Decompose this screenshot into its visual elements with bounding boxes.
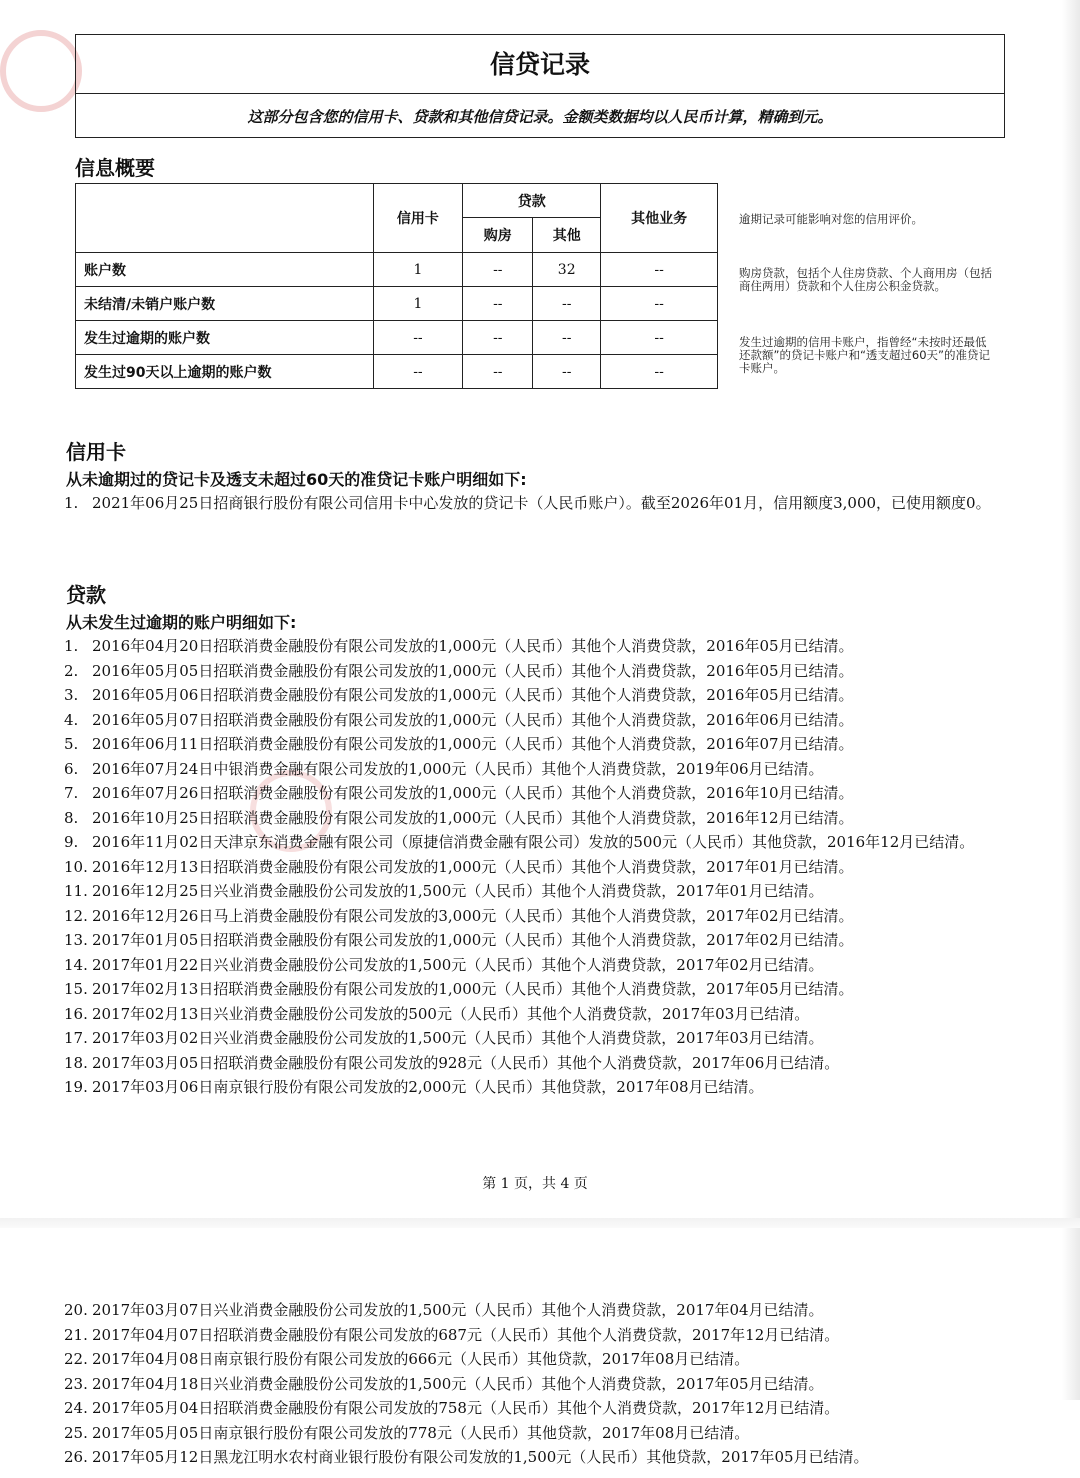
item-index: 1.: [64, 494, 79, 512]
item-text: 2016年12月26日马上消费金融股份有限公司发放的3,000元（人民币）其他个人消费贷款，2017年02月已结清。: [92, 906, 854, 925]
list-item: [64, 977, 1004, 1002]
item-index: 6.: [64, 759, 79, 778]
list-item: [64, 830, 1004, 855]
item-index: 23.: [64, 1374, 88, 1393]
list-item: [64, 855, 1004, 880]
cell: --: [463, 321, 533, 355]
item-text: 2016年05月05日招联消费金融股份有限公司发放的1,000元（人民币）其他个人消费贷款，2016年05月已结清。: [92, 661, 854, 680]
item-index: 21.: [64, 1325, 88, 1344]
item-text: 2016年05月07日招联消费金融股份有限公司发放的1,000元（人民币）其他个人消费贷款，2016年06月已结清。: [92, 710, 854, 729]
cell: --: [373, 355, 463, 389]
table-row: [76, 355, 718, 389]
loans-list: [64, 634, 1004, 1100]
list-item: [64, 634, 1004, 659]
credit-card-list: [64, 491, 1004, 516]
item-index: 15.: [64, 980, 88, 998]
item-text: 2017年04月18日兴业消费金融股份公司发放的1,500元（人民币）其他个人消费贷款，2017年05月已结清。: [92, 1374, 824, 1393]
item-index: 9.: [64, 833, 79, 851]
loans-subtitle: 从未发生过逾期的账户明细如下:: [66, 613, 297, 632]
item-index: 18.: [64, 1053, 88, 1072]
item-index: 14.: [64, 955, 88, 974]
page-separator: [0, 1218, 1080, 1228]
item-index: 20.: [64, 1301, 88, 1319]
list-item: [64, 1372, 1004, 1397]
list-item: [64, 1347, 1004, 1372]
list-item: [64, 953, 1004, 978]
item-text: 2017年01月22日兴业消费金融股份公司发放的1,500元（人民币）其他个人消费贷款，2017年02月已结清。: [92, 955, 824, 974]
list-item: [64, 1026, 1004, 1051]
item-index: 4.: [64, 710, 79, 729]
item-text: 2017年05月04日招联消费金融股份有限公司发放的758元（人民币）其他个人消费贷款，2017年12月已结清。: [92, 1399, 840, 1417]
item-index: 26.: [64, 1448, 88, 1466]
item-text: 2017年03月07日兴业消费金融股份公司发放的1,500元（人民币）其他个人消费贷款，2017年04月已结清。: [92, 1301, 824, 1319]
item-text: 2016年04月20日招联消费金融股份有限公司发放的1,000元（人民币）其他个人消费贷款，2016年05月已结清。: [92, 637, 854, 655]
item-text: 2016年12月13日招联消费金融股份有限公司发放的1,000元（人民币）其他个人消费贷款，2017年01月已结清。: [92, 857, 854, 876]
watermark-seal: [0, 30, 82, 112]
cell: 1: [373, 287, 463, 321]
item-index: 12.: [64, 906, 88, 925]
cell: --: [533, 287, 601, 321]
list-item: [64, 879, 1004, 904]
list-item: [64, 659, 1004, 684]
cell: --: [533, 355, 601, 389]
cell: --: [463, 287, 533, 321]
cell: --: [463, 355, 533, 389]
item-text: 2017年05月05日南京银行股份有限公司发放的778元（人民币）其他贷款，2017年08月已结清。: [92, 1423, 750, 1442]
item-text: 2017年04月07日招联消费金融股份有限公司发放的687元（人民币）其他个人消费贷款，2017年12月已结清。: [92, 1325, 840, 1344]
credit-card-subtitle: 从未逾期过的贷记卡及透支未超过60天的准贷记卡账户明细如下:: [66, 470, 527, 489]
page-title: 信贷记录: [76, 35, 1004, 94]
summary-table: [75, 183, 718, 389]
item-text: 2017年02月13日招联消费金融股份有限公司发放的1,000元（人民币）其他个人消费贷款，2017年05月已结清。: [92, 980, 854, 998]
item-index: 2.: [64, 661, 79, 680]
cell: 1: [373, 253, 463, 287]
note-overdue: 逾期记录可能影响对您的信用评价。: [739, 212, 923, 226]
list-item: [64, 1396, 1004, 1421]
cell: --: [463, 253, 533, 287]
cell: 32: [533, 253, 601, 287]
item-text: 2017年05月12日黑龙江明水农村商业银行股份有限公司发放的1,500元（人民币）其他贷款，2017年05月已结清。: [92, 1448, 869, 1466]
page-number: 第 1 页，共 4 页: [482, 1176, 588, 1192]
credit-card-title: 信用卡: [66, 440, 126, 464]
item-text: 2017年04月08日南京银行股份有限公司发放的666元（人民币）其他贷款，2017年08月已结清。: [92, 1350, 750, 1368]
item-index: 22.: [64, 1350, 88, 1368]
list-item: [64, 928, 1004, 953]
item-index: 13.: [64, 931, 88, 949]
table-row: [76, 253, 718, 287]
list-item: [64, 732, 1004, 757]
cell: --: [601, 355, 718, 389]
row-label: 发生过90天以上逾期的账户数: [76, 355, 374, 389]
item-index: 17.: [64, 1029, 88, 1047]
item-index: 11.: [64, 882, 88, 900]
list-item: [64, 1051, 1004, 1076]
list-item: [64, 708, 1004, 733]
list-item: [64, 781, 1004, 806]
table-row: [76, 287, 718, 321]
list-item: [64, 1421, 1004, 1446]
item-text: 2016年06月11日招联消费金融股份有限公司发放的1,000元（人民币）其他个人消费贷款，2016年07月已结清。: [92, 735, 854, 753]
item-index: 1.: [64, 637, 79, 655]
col-loan-house: 购房: [463, 218, 533, 253]
item-text: 2016年10月25日招联消费金融股份有限公司发放的1,000元（人民币）其他个人消费贷款，2016年12月已结清。: [92, 808, 854, 827]
row-label: 未结清/未销户账户数: [76, 287, 374, 321]
item-index: 10.: [64, 857, 88, 876]
item-text: 2016年07月26日招联消费金融股份有限公司发放的1,000元（人民币）其他个人消费贷款，2016年10月已结清。: [92, 784, 854, 802]
table-row: [76, 321, 718, 355]
list-item: [64, 1323, 1004, 1348]
list-item: [64, 683, 1004, 708]
cell: --: [601, 321, 718, 355]
note-overdue-card: 发生过逾期的信用卡账户，指曾经“未按时还最低还款额”的贷记卡账户和“透支超过60天”的准贷记卡账户。: [739, 335, 991, 375]
list-item: [64, 757, 1004, 782]
loans-title: 贷款: [66, 583, 106, 607]
row-label: 发生过逾期的账户数: [76, 321, 374, 355]
item-index: 24.: [64, 1399, 88, 1417]
list-item: [64, 1075, 1004, 1100]
list-item: [64, 1002, 1004, 1027]
item-index: 8.: [64, 808, 79, 827]
col-credit-card: 信用卡: [373, 184, 463, 253]
list-item: [64, 1445, 1004, 1470]
note-house-loan: 购房贷款，包括个人住房贷款、个人商用房（包括商住两用）贷款和个人住房公积金贷款。: [739, 266, 992, 293]
row-label: 账户数: [76, 253, 374, 287]
list-item: [64, 1298, 1004, 1323]
item-index: 3.: [64, 686, 79, 704]
cell: --: [601, 287, 718, 321]
item-text: 2016年05月06日招联消费金融股份有限公司发放的1,000元（人民币）其他个人消费贷款，2016年05月已结清。: [92, 686, 854, 704]
col-loan: 贷款: [463, 184, 601, 218]
list-item: [64, 491, 1004, 516]
cell: --: [373, 321, 463, 355]
col-loan-other: 其他: [533, 218, 601, 253]
item-index: 16.: [64, 1004, 88, 1023]
item-index: 19.: [64, 1078, 88, 1096]
loans-list-page-2: [64, 1298, 1004, 1470]
item-text: 2017年02月13日兴业消费金融股份公司发放的500元（人民币）其他个人消费贷款，2017年03月已结清。: [92, 1004, 810, 1023]
cell: --: [601, 253, 718, 287]
item-text: 2016年07月24日中银消费金融有限公司发放的1,000元（人民币）其他个人消费贷款，2019年06月已结清。: [92, 759, 824, 778]
item-index: 25.: [64, 1423, 88, 1442]
overview-title: 信息概要: [75, 156, 155, 180]
table-corner: [76, 184, 374, 253]
item-text: 2021年06月25日招商银行股份有限公司信用卡中心发放的贷记卡（人民币账户）。截至2026年01月，信用额度3,000，已使用额度0。: [92, 494, 991, 512]
item-text: 2016年12月25日兴业消费金融股份公司发放的1,500元（人民币）其他个人消费贷款，2017年01月已结清。: [92, 882, 824, 900]
list-item: [64, 806, 1004, 831]
item-index: 5.: [64, 735, 79, 753]
col-other-business: 其他业务: [601, 184, 718, 253]
list-item: [64, 904, 1004, 929]
page-subtitle: 这部分包含您的信用卡、贷款和其他信贷记录。金额类数据均以人民币计算，精确到元。: [247, 108, 833, 126]
item-index: 7.: [64, 784, 79, 802]
item-text: 2017年03月02日兴业消费金融股份公司发放的1,500元（人民币）其他个人消费贷款，2017年03月已结清。: [92, 1029, 824, 1047]
item-text: 2017年01月05日招联消费金融股份有限公司发放的1,000元（人民币）其他个人消费贷款，2017年02月已结清。: [92, 931, 854, 949]
header-box: [75, 34, 1005, 138]
item-text: 2017年03月05日招联消费金融股份有限公司发放的928元（人民币）其他个人消费贷款，2017年06月已结清。: [92, 1053, 840, 1072]
item-text: 2017年03月06日南京银行股份有限公司发放的2,000元（人民币）其他贷款，2017年08月已结清。: [92, 1078, 764, 1096]
cell: --: [533, 321, 601, 355]
item-text: 2016年11月02日天津京东消费金融有限公司（原捷信消费金融有限公司）发放的500元（人民币）其他贷款，2016年12月已结清。: [92, 833, 975, 851]
